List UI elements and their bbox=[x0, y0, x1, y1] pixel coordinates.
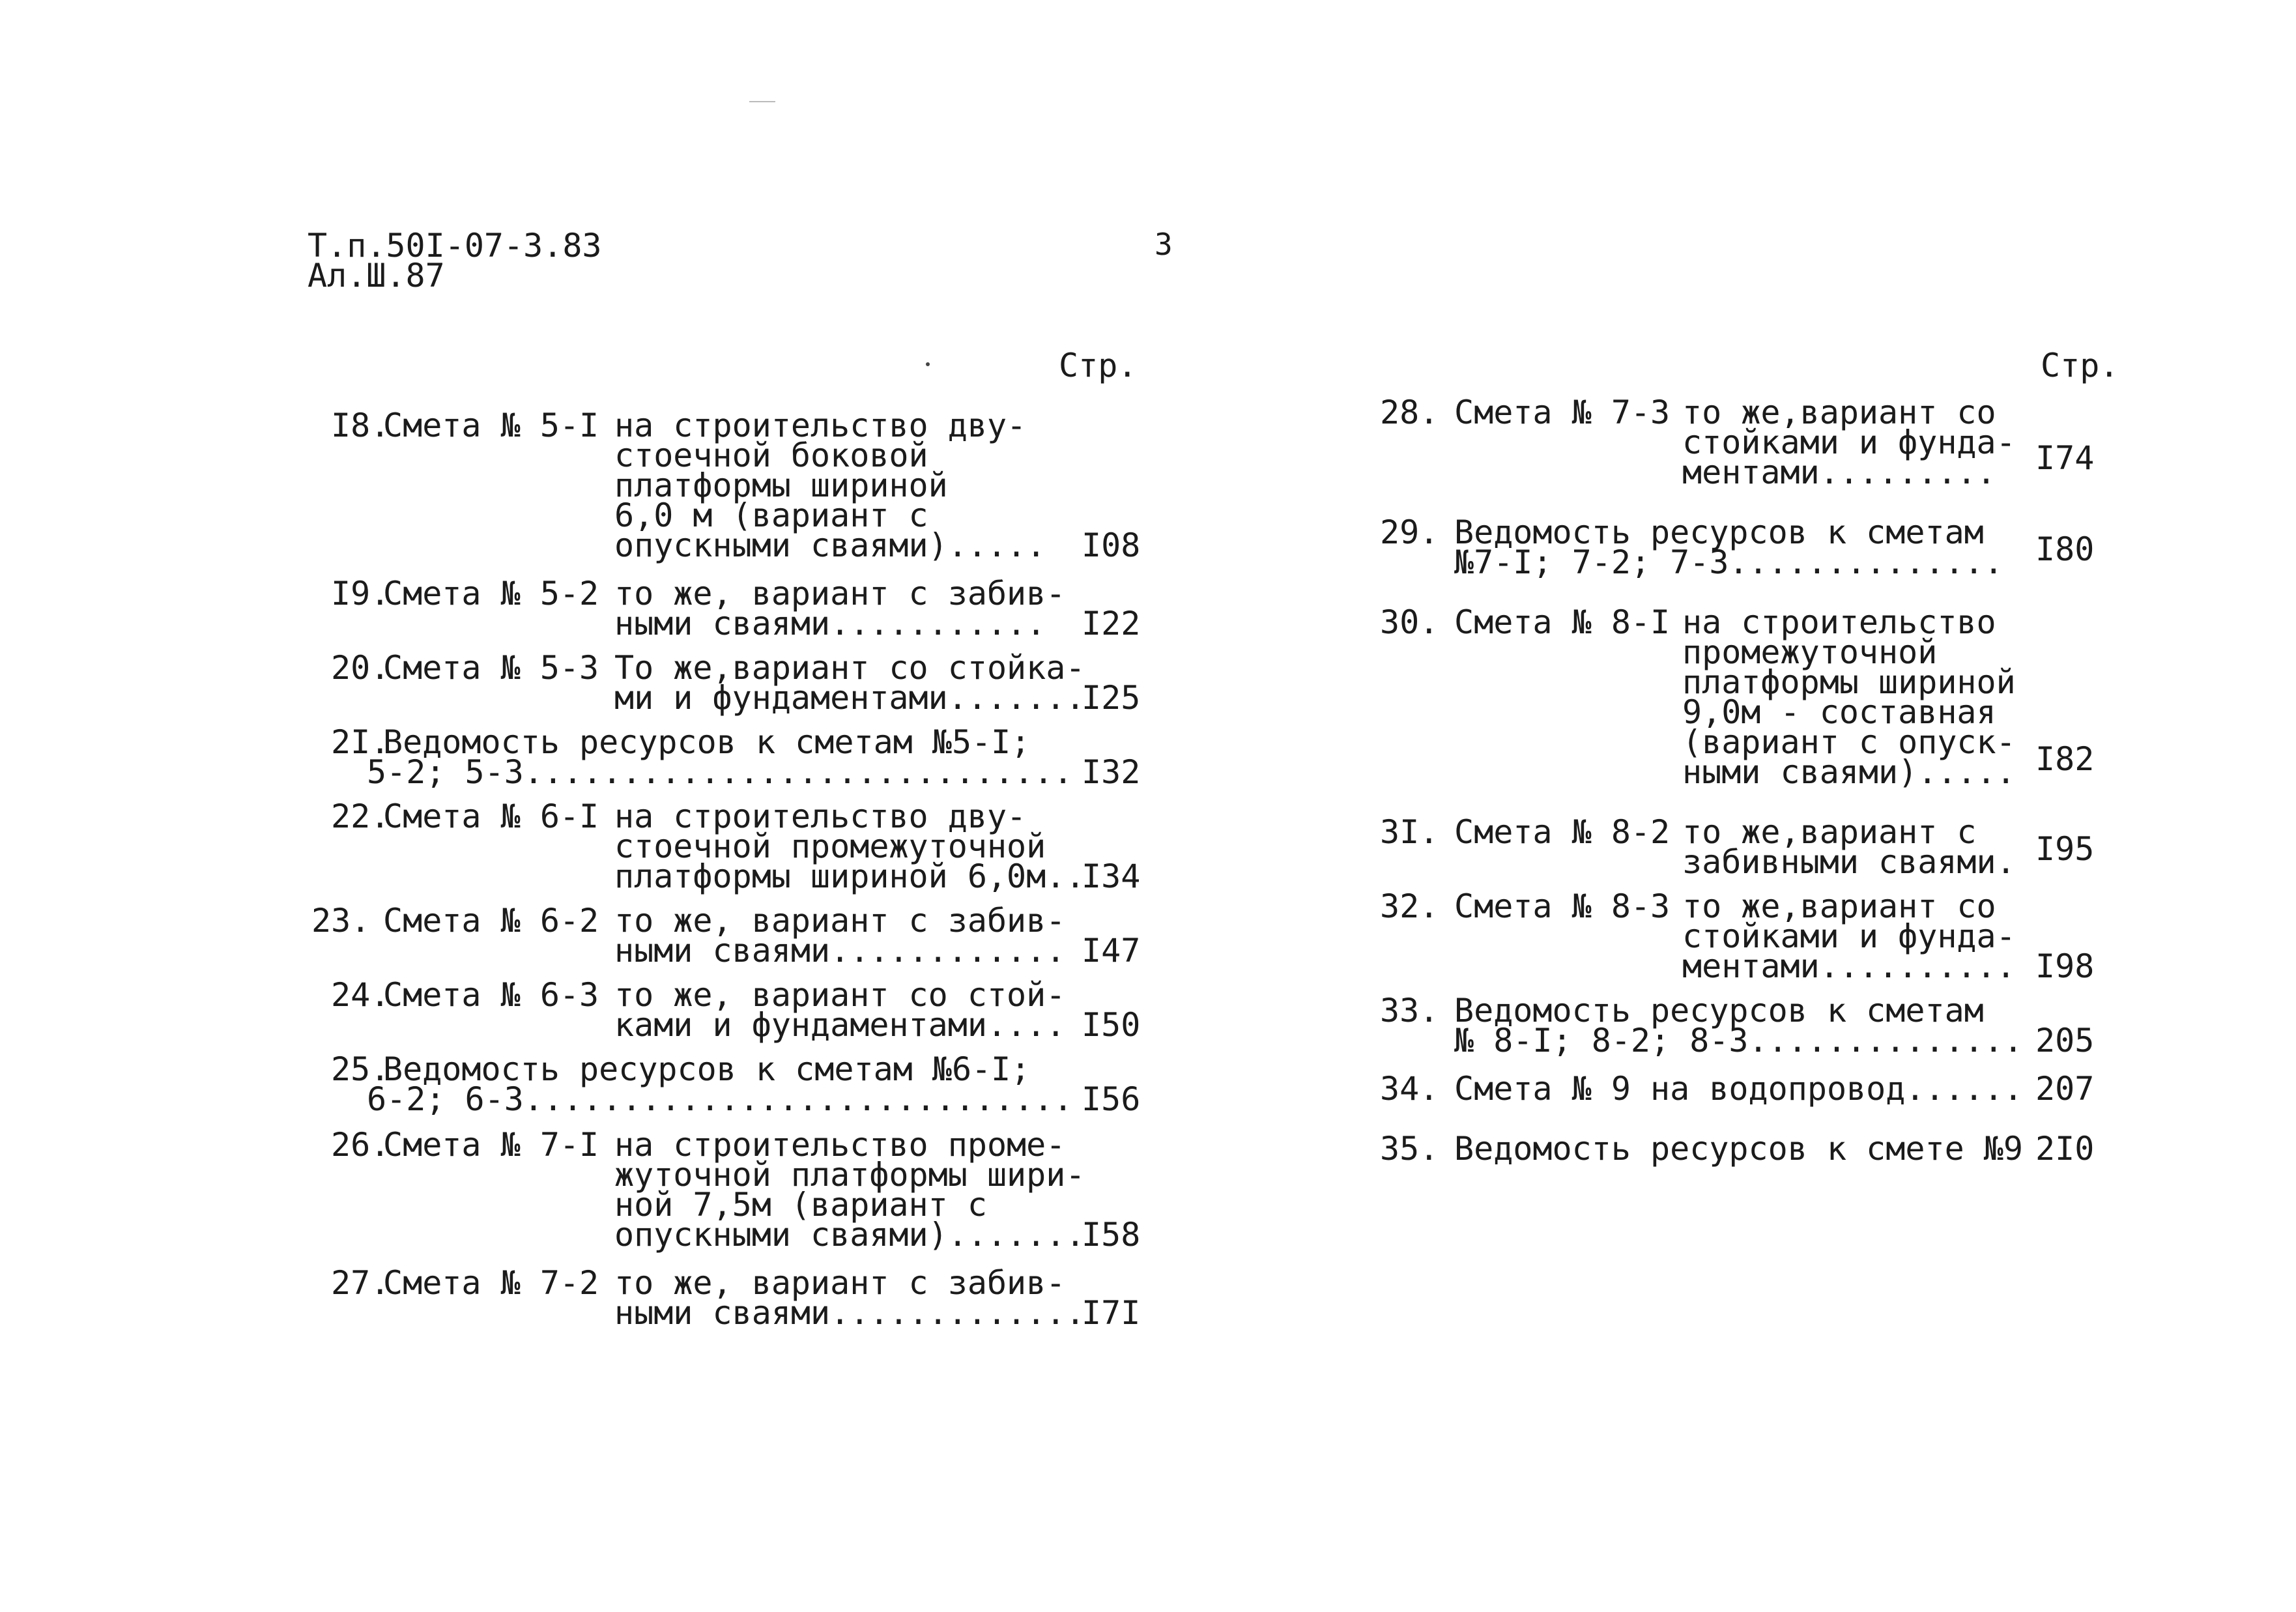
entry-text-line: жуточной платформы шири- bbox=[614, 1156, 1085, 1194]
entry-number: 23. bbox=[311, 902, 390, 940]
entry-text-line: №7-I; 7-2; 7-3.............. bbox=[1454, 543, 2003, 581]
entry-text-line: стойками и фунда- bbox=[1682, 424, 2016, 461]
entry-text-line: ментами......... bbox=[1682, 453, 1996, 491]
scan-artifact bbox=[749, 101, 775, 102]
entry-label: Ведомость ресурсов к сметам №6-I; bbox=[383, 1050, 1031, 1088]
entry-number: 3I. bbox=[1380, 813, 1439, 851]
entry-text-line: опускными сваями)..... bbox=[614, 526, 1046, 564]
entry-page: I32 bbox=[1082, 753, 1141, 791]
entry-number: 29. bbox=[1380, 513, 1439, 551]
entry-text-line: то же, вариант со стой- bbox=[614, 976, 1066, 1014]
entry-number: 28. bbox=[1380, 394, 1439, 431]
entry-text-line: на строительство bbox=[1682, 603, 1996, 641]
entry-label: Смета № 7-I bbox=[383, 1126, 599, 1164]
entry-text-line: платформы шириной 6,0м.. bbox=[614, 857, 1085, 895]
entry-label: Смета № 6-2 bbox=[383, 902, 599, 940]
entry-page: I25 bbox=[1082, 679, 1141, 717]
entry-label: Смета № 8-3 bbox=[1454, 887, 1671, 925]
entry-text-line: то же,вариант с bbox=[1682, 813, 1977, 851]
entry-text-line: (вариант с опуск- bbox=[1682, 723, 2016, 761]
entry-number: 35. bbox=[1380, 1130, 1439, 1168]
entry-text-line: 5-2; 5-3............................ bbox=[367, 753, 1073, 791]
entry-number: 20. bbox=[331, 649, 390, 687]
entry-text-line: № 8-I; 8-2; 8-3.............. bbox=[1454, 1022, 2023, 1059]
entry-number: 26. bbox=[331, 1126, 390, 1164]
album-number: Ал.Ш.87 bbox=[308, 257, 445, 295]
entry-text-line: стоечной промежуточной bbox=[614, 828, 1046, 865]
entry-page: 205 bbox=[2035, 1022, 2095, 1059]
entry-text-line: опускными сваями)....... bbox=[614, 1216, 1085, 1254]
entry-page: I58 bbox=[1082, 1216, 1141, 1254]
entry-text-line: промежуточной bbox=[1682, 633, 1938, 671]
entry-text-line: ми и фундаментами....... bbox=[614, 679, 1085, 717]
entry-label: Смета № 7-2 bbox=[383, 1264, 599, 1302]
entry-number: 30. bbox=[1380, 603, 1439, 641]
entry-page: I7I bbox=[1082, 1294, 1141, 1332]
entry-page: I82 bbox=[2035, 740, 2095, 778]
entry-text-line: забивными сваями. bbox=[1682, 843, 2016, 881]
entry-text-line: ными сваями............ bbox=[614, 932, 1066, 970]
entry-label: Ведомость ресурсов к смете №9 bbox=[1454, 1130, 2023, 1168]
entry-text-line: то же, вариант с забив- bbox=[614, 902, 1066, 940]
entry-page: I80 bbox=[2035, 530, 2095, 568]
entry-label: Смета № 6-3 bbox=[383, 976, 599, 1014]
entry-number: 2I. bbox=[331, 723, 390, 761]
entry-text-line: то же,вариант со bbox=[1682, 887, 1996, 925]
entry-text-line: то же,вариант со bbox=[1682, 394, 1996, 431]
entry-text-line: То же,вариант со стойка- bbox=[614, 649, 1085, 687]
entry-label: Смета № 5-2 bbox=[383, 575, 599, 612]
document-code: Т.п.50I-07-3.83 bbox=[308, 227, 602, 265]
entry-page: I34 bbox=[1082, 857, 1141, 895]
entry-label: Смета № 6-I bbox=[383, 798, 599, 835]
entry-text-line: то же, вариант с забив- bbox=[614, 1264, 1066, 1302]
entry-number: I9. bbox=[331, 575, 390, 612]
entry-number: 27. bbox=[331, 1264, 390, 1302]
left-page-column-header: Стр. bbox=[1059, 347, 1138, 384]
entry-label: Смета № 8-2 bbox=[1454, 813, 1671, 851]
entry-text-line: ными сваями........... bbox=[614, 605, 1046, 642]
entry-number: 32. bbox=[1380, 887, 1439, 925]
entry-page: I56 bbox=[1082, 1080, 1141, 1118]
entry-text-line: ными сваями............. bbox=[614, 1294, 1085, 1332]
entry-page: I95 bbox=[2035, 830, 2095, 868]
entry-page: I98 bbox=[2035, 947, 2095, 985]
entry-page: I08 bbox=[1082, 526, 1141, 564]
entry-label: Смета № 8-I bbox=[1454, 603, 1671, 641]
entry-label: Ведомость ресурсов к сметам №5-I; bbox=[383, 723, 1031, 761]
entry-text-line: на строительство проме- bbox=[614, 1126, 1066, 1164]
entry-page: I22 bbox=[1082, 605, 1141, 642]
entry-text-line: на строительство дву- bbox=[614, 407, 1027, 444]
scan-speck bbox=[926, 362, 930, 366]
entry-number: 34. bbox=[1380, 1070, 1439, 1108]
entry-text-line: стойками и фунда- bbox=[1682, 917, 2016, 955]
entry-text-line: ной 7,5м (вариант с bbox=[614, 1186, 987, 1224]
entry-number: 22. bbox=[331, 798, 390, 835]
entry-text-line: ками и фундаментами.... bbox=[614, 1006, 1066, 1044]
entry-number: 33. bbox=[1380, 992, 1439, 1029]
entry-text-line: платформы шириной bbox=[1682, 663, 2016, 701]
entry-text-line: ными сваями)..... bbox=[1682, 753, 2016, 791]
entry-label: Смета № 5-3 bbox=[383, 649, 599, 687]
entry-text-line: 9,0м - составная bbox=[1682, 693, 1996, 731]
page-number: 3 bbox=[1155, 227, 1173, 262]
entry-page: 2I0 bbox=[2035, 1130, 2095, 1168]
entry-number: I8. bbox=[331, 407, 390, 444]
entry-label: Смета № 9 на водопровод...... bbox=[1454, 1070, 2023, 1108]
entry-text-line: 6,0 м (вариант с bbox=[614, 497, 928, 534]
entry-text-line: 6-2; 6-3............................ bbox=[367, 1080, 1073, 1118]
right-page-column-header: Стр. bbox=[2041, 347, 2119, 384]
entry-text-line: стоечной боковой bbox=[614, 437, 928, 474]
entry-text-line: на строительство дву- bbox=[614, 798, 1027, 835]
entry-page: I74 bbox=[2035, 439, 2095, 477]
entry-text-line: то же, вариант с забив- bbox=[614, 575, 1066, 612]
entry-label: Ведомость ресурсов к сметам bbox=[1454, 992, 1984, 1029]
entry-page: I50 bbox=[1082, 1006, 1141, 1044]
entry-label: Ведомость ресурсов к сметам bbox=[1454, 513, 1984, 551]
entry-page: 207 bbox=[2035, 1070, 2095, 1108]
entry-text-line: платформы шириной bbox=[614, 467, 948, 504]
entry-label: Смета № 7-3 bbox=[1454, 394, 1671, 431]
entry-page: I47 bbox=[1082, 932, 1141, 970]
entry-text-line: ментами.......... bbox=[1682, 947, 2016, 985]
entry-number: 24. bbox=[331, 976, 390, 1014]
entry-label: Смета № 5-I bbox=[383, 407, 599, 444]
entry-number: 25. bbox=[331, 1050, 390, 1088]
